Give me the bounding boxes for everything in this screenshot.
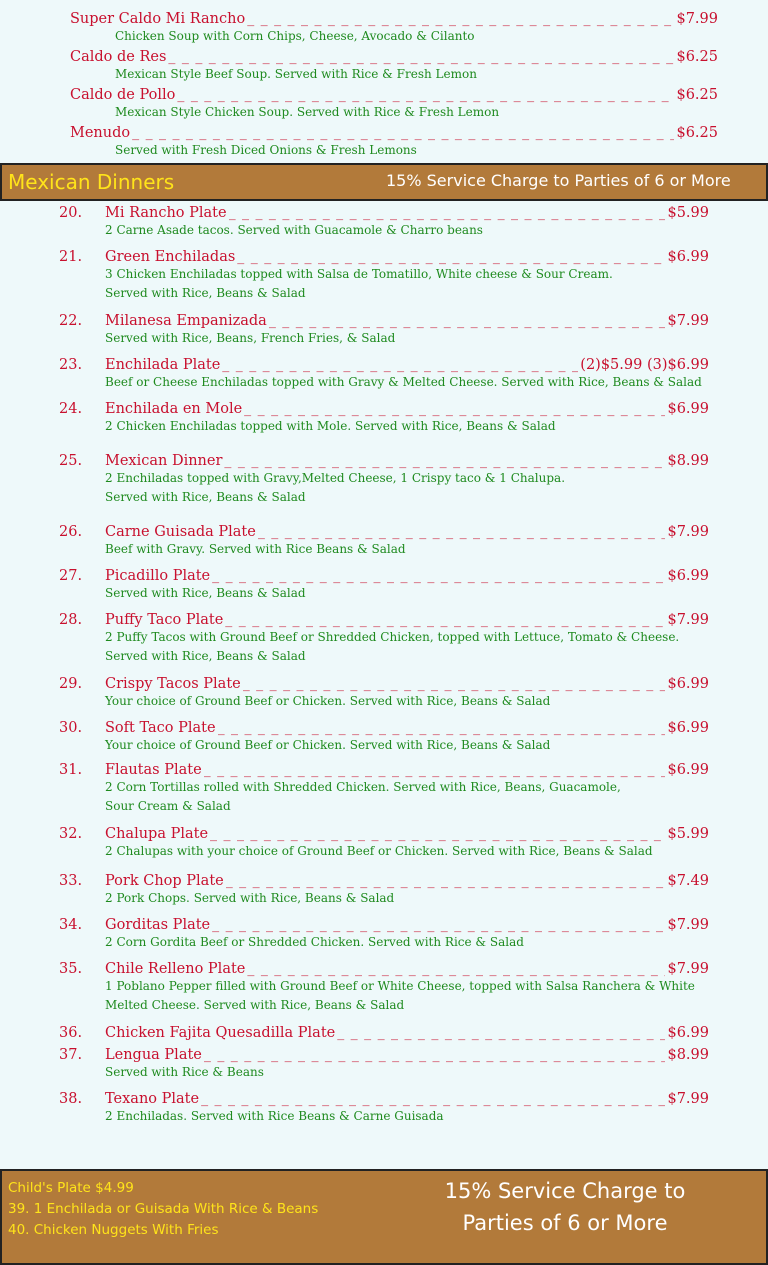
menu-item-price: $5.99: [667, 826, 709, 842]
leader-dashes: [212, 917, 665, 933]
menu-item-price: $7.99: [667, 1091, 709, 1107]
menu-item-name: Caldo de Pollo: [70, 87, 176, 103]
leader-dashes: [218, 720, 666, 736]
leader-dashes: [168, 49, 674, 65]
menu-item-price: $6.99: [667, 401, 709, 417]
menu-item-name: Chicken Fajita Quesadilla Plate: [105, 1025, 336, 1041]
menu-item-line: [105, 401, 709, 417]
dinner-item: [59, 357, 709, 392]
menu-item-name: Caldo de Res: [70, 49, 167, 65]
menu-item-description: Served with Rice, Beans & Salad: [105, 286, 306, 300]
menu-item-line: [105, 249, 709, 265]
menu-item-description: 2 Corn Gordita Beef or Shredded Chicken. Served with Rice & Salad: [105, 935, 524, 949]
soup-item: [70, 125, 718, 160]
dinner-item: [59, 720, 709, 755]
dinner-item-body: [105, 917, 709, 952]
menu-item-description: 2 Pork Chops. Served with Rice, Beans & Salad: [105, 891, 395, 905]
dinner-item-body: [105, 612, 709, 666]
menu-item-description: Served with Rice & Beans: [105, 1065, 264, 1079]
dinner-item-body: [105, 826, 709, 861]
item-number: 24.: [59, 401, 83, 417]
menu-item-price: $6.99: [667, 568, 709, 584]
menu-item-name: Milanesa Empanizada: [105, 313, 267, 329]
dinner-item: [59, 917, 709, 952]
dinner-item-body: [105, 1047, 709, 1082]
item-number: 36.: [59, 1025, 83, 1041]
dinner-item: [59, 961, 709, 1015]
menu-item-line: [105, 524, 709, 540]
dinner-item-body: [105, 453, 709, 507]
menu-item-name: Lengua Plate: [105, 1047, 202, 1063]
leader-dashes: [224, 453, 665, 469]
menu-item-description: Served with Rice, Beans, French Fries, & Salad: [105, 331, 396, 345]
menu-item-line: [105, 357, 709, 373]
service-charge-note: 15% Service Charge to Parties of 6 or More: [386, 171, 731, 190]
menu-item-name: Super Caldo Mi Rancho: [70, 11, 246, 27]
menu-item-line: [105, 453, 709, 469]
footer-service-charge-note: [422, 1175, 708, 1239]
menu-item-line: [105, 826, 709, 842]
section-banner: [0, 163, 768, 201]
item-number: 37.: [59, 1047, 83, 1063]
footer-banner: [0, 1169, 768, 1265]
dinner-item: [59, 249, 709, 303]
leader-dashes: [204, 1047, 666, 1063]
menu-item-price: $8.99: [667, 1047, 709, 1063]
leader-dashes: [222, 357, 578, 373]
menu-item-description: Served with Fresh Diced Onions & Fresh Lemons: [115, 143, 417, 157]
menu-item-name: Chalupa Plate: [105, 826, 209, 842]
menu-item-name: Picadillo Plate: [105, 568, 211, 584]
dinner-item-body: [105, 205, 709, 240]
dinner-item-body: [105, 1091, 709, 1126]
dinner-item: [59, 205, 709, 240]
menu-item-description: Your choice of Ground Beef or Chicken. Served with Rice, Beans & Salad: [105, 738, 551, 752]
menu-item-price: $6.25: [676, 125, 718, 141]
menu-item-line: [70, 125, 718, 141]
menu-item-price: $7.99: [667, 524, 709, 540]
dinner-item: [59, 826, 709, 861]
item-number: 29.: [59, 676, 83, 692]
dinner-item-body: [105, 401, 709, 436]
menu-item-description: Served with Rice, Beans & Salad: [105, 490, 306, 504]
item-number: 25.: [59, 453, 83, 469]
dinner-item: [59, 401, 709, 436]
leader-dashes: [225, 612, 665, 628]
menu-item-description: Served with Rice, Beans & Salad: [105, 649, 306, 663]
menu-item-description: 2 Enchiladas topped with Gravy,Melted Cheese, 1 Crispy taco & 1 Chalupa.: [105, 471, 566, 485]
dinner-item: [59, 676, 709, 711]
menu-item-line: [105, 612, 709, 628]
leader-dashes: [258, 524, 666, 540]
menu-item-name: Puffy Taco Plate: [105, 612, 224, 628]
menu-item-description: 2 Corn Tortillas rolled with Shredded Chicken. Served with Rice, Beans, Guacamole,: [105, 780, 621, 794]
menu-item-price: $7.99: [676, 11, 718, 27]
leader-dashes: [269, 313, 666, 329]
menu-item-line: [105, 1047, 709, 1063]
dinner-item: [59, 524, 709, 559]
dinner-item-body: [105, 961, 709, 1015]
leader-dashes: [247, 961, 665, 977]
menu-item-description: Mexican Style Chicken Soup. Served with Rice & Fresh Lemon: [115, 105, 500, 119]
soup-item: [70, 11, 718, 46]
soup-item: [70, 87, 718, 122]
kids-menu: [8, 1178, 318, 1241]
menu-item-description: 2 Enchiladas. Served with Rice Beans & Carne Guisada: [105, 1109, 444, 1123]
dinner-item-body: [105, 762, 709, 816]
menu-item-name: Carne Guisada Plate: [105, 524, 256, 540]
menu-item-line: [105, 720, 709, 736]
menu-item-name: Mexican Dinner: [105, 453, 223, 469]
dinner-item: [59, 612, 709, 666]
menu-item-price: $6.99: [667, 720, 709, 736]
menu-item-name: Enchilada en Mole: [105, 401, 243, 417]
menu-item-description: 2 Puffy Tacos with Ground Beef or Shredded Chicken, topped with Lettuce, Tomato & Cheese.: [105, 630, 680, 644]
item-number: 22.: [59, 313, 83, 329]
menu-item-line: [70, 87, 718, 103]
leader-dashes: [210, 826, 665, 842]
menu-item-description: Mexican Style Beef Soup. Served with Rice & Fresh Lemon: [115, 67, 477, 81]
menu-item-line: [105, 961, 709, 977]
kids-line: 40. Chicken Nuggets With Fries: [8, 1222, 219, 1238]
item-number: 32.: [59, 826, 83, 842]
menu-item-description: Sour Cream & Salad: [105, 799, 231, 813]
menu-item-price: $7.49: [667, 873, 709, 889]
menu-item-name: Soft Taco Plate: [105, 720, 216, 736]
menu-item-line: [70, 11, 718, 27]
menu-item-price: $7.99: [667, 917, 709, 933]
item-number: 35.: [59, 961, 83, 977]
dinner-item-body: [105, 720, 709, 755]
menu-item-price: $7.99: [667, 612, 709, 628]
dinner-item-body: [105, 676, 709, 711]
kids-line: 39. 1 Enchilada or Guisada With Rice & Beans: [8, 1201, 319, 1217]
kids-line: Child's Plate $4.99: [8, 1180, 134, 1196]
menu-item-price: $8.99: [667, 453, 709, 469]
item-number: 34.: [59, 917, 83, 933]
menu-item-line: [105, 917, 709, 933]
item-number: 21.: [59, 249, 83, 265]
item-number: 38.: [59, 1091, 83, 1107]
menu-item-description: 1 Poblano Pepper filled with Ground Beef or White Cheese, topped with Salsa Ranchera & White: [105, 979, 695, 993]
menu-item-price: $7.99: [667, 961, 709, 977]
footer-note-line: Parties of 6 or More: [462, 1211, 668, 1235]
dinner-item: [59, 313, 709, 348]
item-number: 23.: [59, 357, 83, 373]
menu-item-line: [105, 313, 709, 329]
leader-dashes: [237, 249, 665, 265]
menu-item-name: Texano Plate: [105, 1091, 200, 1107]
leader-dashes: [226, 873, 666, 889]
item-number: 27.: [59, 568, 83, 584]
leader-dashes: [337, 1025, 665, 1041]
leader-dashes: [247, 11, 674, 27]
leader-dashes: [212, 568, 665, 584]
menu-item-description: 2 Chalupas with your choice of Ground Beef or Chicken. Served with Rice, Beans & Salad: [105, 844, 653, 858]
dinner-item-body: [105, 568, 709, 603]
menu-item-name: Menudo: [70, 125, 131, 141]
menu-item-description: Chicken Soup with Corn Chips, Cheese, Avocado & Cilanto: [115, 29, 475, 43]
dinner-item: [59, 453, 709, 507]
menu-item-name: Mi Rancho Plate: [105, 205, 227, 221]
menu-item-price: $6.99: [667, 249, 709, 265]
dinner-item-body: [105, 249, 709, 303]
menu-item-price: $5.99: [667, 205, 709, 221]
menu-item-line: [105, 1091, 709, 1107]
dinner-item-body: [105, 357, 709, 392]
menu-item-line: [105, 205, 709, 221]
menu-item-name: Chile Relleno Plate: [105, 961, 246, 977]
dinner-item: [59, 1091, 709, 1126]
menu-item-name: Gorditas Plate: [105, 917, 211, 933]
footer-note-line: 15% Service Charge to: [444, 1179, 686, 1203]
dinner-item: [59, 873, 709, 908]
menu-item-name: Flautas Plate: [105, 762, 202, 778]
menu-item-price: $7.99: [667, 313, 709, 329]
dinner-item-body: [105, 1025, 709, 1041]
leader-dashes: [177, 87, 674, 103]
menu-item-description: 2 Chicken Enchiladas topped with Mole. Served with Rice, Beans & Salad: [105, 419, 556, 433]
menu-item-name: Enchilada Plate: [105, 357, 221, 373]
dinner-item-body: [105, 313, 709, 348]
item-number: 33.: [59, 873, 83, 889]
leader-dashes: [243, 676, 666, 692]
item-number: 20.: [59, 205, 83, 221]
dinner-item-body: [105, 873, 709, 908]
menu-item-description: 3 Chicken Enchiladas topped with Salsa de Tomatillo, White cheese & Sour Cream.: [105, 267, 613, 281]
menu-item-line: [70, 49, 718, 65]
dinner-item: [59, 1025, 709, 1041]
leader-dashes: [229, 205, 666, 221]
leader-dashes: [201, 1091, 665, 1107]
menu-item-line: [105, 568, 709, 584]
leader-dashes: [204, 762, 666, 778]
dinner-item: [59, 762, 709, 816]
soup-item: [70, 49, 718, 84]
menu-item-description: Beef with Gravy. Served with Rice Beans & Salad: [105, 542, 406, 556]
dinner-item: [59, 568, 709, 603]
menu-item-price: $6.25: [676, 49, 718, 65]
menu-item-name: Green Enchiladas: [105, 249, 236, 265]
menu-item-price: $6.99: [667, 1025, 709, 1041]
menu-item-description: 2 Carne Asade tacos. Served with Guacamole & Charro beans: [105, 223, 483, 237]
leader-dashes: [132, 125, 674, 141]
menu-item-description: Your choice of Ground Beef or Chicken. Served with Rice, Beans & Salad: [105, 694, 551, 708]
menu-item-line: [105, 762, 709, 778]
menu-item-line: [105, 1025, 709, 1041]
menu-item-price: $6.99: [667, 762, 709, 778]
item-number: 31.: [59, 762, 83, 778]
item-number: 28.: [59, 612, 83, 628]
leader-dashes: [244, 401, 665, 417]
menu-item-name: Pork Chop Plate: [105, 873, 224, 889]
menu-item-price: (2)$5.99 (3)$6.99: [580, 357, 709, 373]
dinner-item: [59, 1047, 709, 1082]
item-number: 26.: [59, 524, 83, 540]
section-title: Mexican Dinners: [8, 170, 175, 194]
menu-item-line: [105, 676, 709, 692]
menu-item-description: Served with Rice, Beans & Salad: [105, 586, 306, 600]
dinner-item-body: [105, 524, 709, 559]
item-number: 30.: [59, 720, 83, 736]
menu-item-description: Melted Cheese. Served with Rice, Beans & Salad: [105, 998, 405, 1012]
menu-item-line: [105, 873, 709, 889]
menu-item-description: Beef or Cheese Enchiladas topped with Gravy & Melted Cheese. Served with Rice, Beans & Salad: [105, 375, 702, 389]
menu-item-price: $6.99: [667, 676, 709, 692]
menu-item-name: Crispy Tacos Plate: [105, 676, 241, 692]
menu-item-price: $6.25: [676, 87, 718, 103]
